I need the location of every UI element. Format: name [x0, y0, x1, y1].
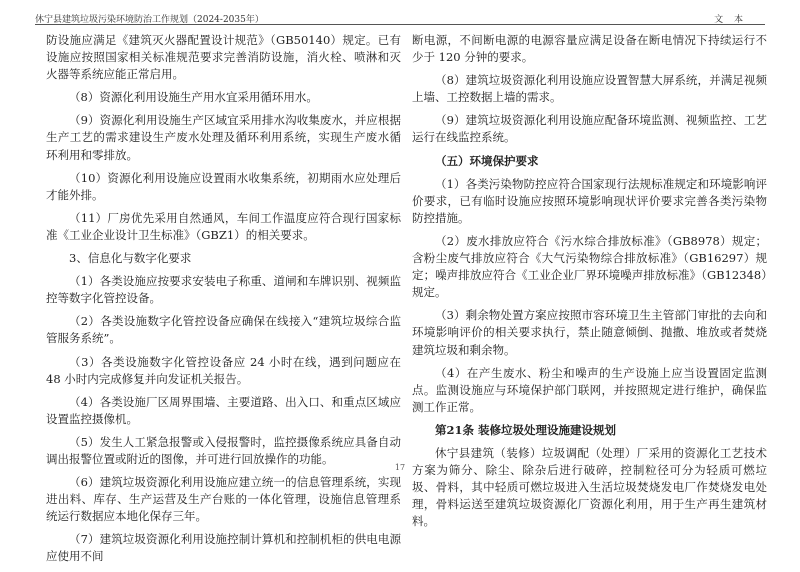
paragraph: （5）发生人工紧急报警或入侵报警时，监控摄像系统应具备自动调出报警位置或附近的图像，并可进行回放操作的功能。 [46, 434, 401, 466]
header-title: 休宁县建筑垃圾污染环境防治工作规划（2024-2035年） [35, 15, 264, 25]
paragraph: （9）资源化利用设施生产区域宜采用排水沟收集废水，并应根据生产工艺的需求建设生产废水处理及循环利用系统，实现生产废水循环利用和零排放。 [46, 113, 401, 162]
paragraph: 断电源，不间断电源的电源容量应满足设备在断电情况下持续运行不少于 120 分钟的要求。 [412, 33, 767, 65]
paragraph: （11）厂房优先采用自然通风，车间工作温度应符合现行国家标准《工业企业设计卫生标准》（GBZ1）的相关要求。 [46, 210, 401, 242]
paragraph: （2）废水排放应符合《污水综合排放标准》（GB8978）规定；含粉尘废气排放应符合《大气污染物综合排放标准》（GB16297）规定；噪声排放应符合《工业企业厂界环境噪声排放标准》（GB12348）规定。 [412, 233, 767, 300]
paragraph: （2）各类设施数字化管控设备应确保在线接入“建筑垃圾综合监管服务系统”。 [46, 314, 401, 346]
paragraph: （1）各类污染物防控应符合国家现行法规标准规定和环境影响评价要求，已有临时设施应按照环境影响现状评价要求完善各类污染物防控措施。 [412, 176, 767, 225]
header-rule [35, 24, 765, 25]
page-header [35, 8, 765, 28]
paragraph: 防设施应满足《建筑灭火器配置设计规范》（GB50140）规定。已有设施应按照国家相关标准规范要求完善消防设施，消火栓、喷淋和灭火器等系统应能正常启用。 [46, 33, 401, 82]
paragraph: （8）建筑垃圾资源化利用设施应设置智慧大屏系统，并满足视频上墙、工控数据上墙的需求。 [412, 73, 767, 105]
section-heading: （五）环境保护要求 [435, 153, 539, 168]
section-heading: 第21条 装修垃圾处理设施建设规划 [435, 422, 617, 437]
paragraph: （1）各类设施应按要求安装电子称重、道闸和车牌识别、视频监控等数字化管控设备。 [46, 274, 401, 306]
paragraph: （9）建筑垃圾资源化利用设施应配备环境监测、视频监控、工艺运行在线监控系统。 [412, 113, 767, 145]
paragraph: （3）剩余物处置方案应按照市容环境卫生主管部门审批的去向和环境影响评价的相关要求执行，禁止随意倾倒、抛撒、堆放或者焚烧建筑垃圾和剩余物。 [412, 308, 767, 357]
paragraph: 3、信息化与数字化要求 [69, 251, 192, 266]
paragraph: （4）在产生废水、粉尘和噪声的生产设施上应当设置固定监测点。监测设施应与环境保护部门联网，并按照规定进行维护，确保监测工作正常。 [412, 365, 767, 414]
page-number: 17 [394, 463, 406, 472]
paragraph: （7）建筑垃圾资源化利用设施控制计算机和控制机柜的供电电源应使用不间 [46, 532, 401, 564]
paragraph: （10）资源化利用设施应设置雨水收集系统，初期雨水应处理后才能外排。 [46, 170, 401, 202]
paragraph: （6）建筑垃圾资源化利用设施应建立统一的信息管理系统，实现进出料、库存、生产运营及生产台账的一体化管理，设施信息管理系统运行数据应本地化保存三年。 [46, 475, 401, 524]
paragraph: （3）各类设施数字化管控设备应 24 小时在线，遇到问题应在 48 小时内完成修复并向发证机关报告。 [46, 354, 401, 386]
right-column [412, 32, 767, 536]
paragraph: 休宁县建筑（装修）垃圾调配（处理）厂采用的资源化工艺技术方案为筛分、除尘、除杂后进行破碎，控制粒径可分为轻质可燃垃圾、骨料，其中轻质可燃垃圾进入生活垃圾焚烧发电厂作焚烧发电处理，骨料运送至建筑垃圾资源化厂资源化利用，用于生产再生建筑材料。 [412, 445, 767, 529]
paragraph: （8）资源化利用设施生产用水宜采用循环用水。 [69, 90, 318, 105]
header-label: 文 本 [714, 15, 747, 25]
left-column [46, 32, 401, 572]
paragraph: （4）各类设施厂区周界围墙、主要道路、出入口、和重点区域应设置监控摄像机。 [46, 394, 401, 426]
